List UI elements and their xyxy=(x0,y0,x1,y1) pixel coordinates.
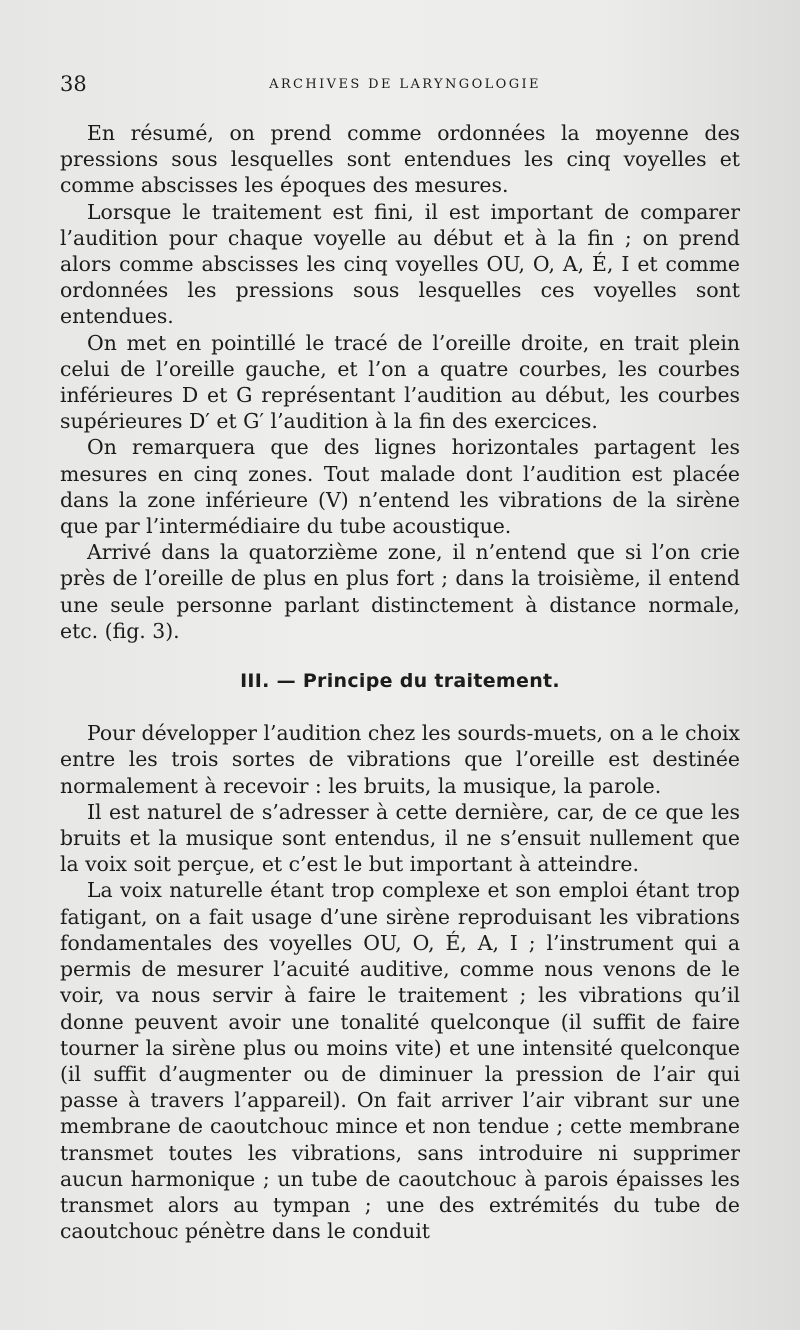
page-number: 38 xyxy=(60,72,87,96)
paragraph: La voix naturelle étant trop complexe et son emploi étant trop fatigant, on a fait usage d’une sirène reproduisant les vibrations fondamentales des voyelles OU, O, É, A, I ; l’instrument qui a permis de mesurer l’acuité auditive, comme nous venons de le voir, va nous servir à faire le traitement ; les vibrations qu’il donne peuvent avoir une tonalité quelconque (il suffit de faire tourner la sirène plus ou moins vite) et une intensité quelconque (il suffit d’augmenter ou de diminuer la pression de l’air qui passe à travers l’appareil). On fait arriver l’air vibrant sur une membrane de caoutchouc mince et non tendue ; cette membrane transmet toutes les vibrations, sans introduire ni supprimer aucun harmonique ; un tube de caoutchouc à parois épaisses les transmet alors au tympan ; une des extrémités du tube de caoutchouc pénètre dans le conduit xyxy=(60,878,740,1244)
paragraph: Arrivé dans la quatorzième zone, il n’entend que si l’on crie près de l’oreille de plus en plus fort ; dans la troisième, il entend une seule personne parlant distinctement à distance normale, etc. (fig. 3). xyxy=(60,540,740,643)
paragraph: Lorsque le traitement est fini, il est important de comparer l’audition pour chaque voyelle au début et à la fin ; on prend alors comme abscisses les cinq voyelles OU, O, A, É, I et comme ordonnées les pressions sous lesquelles ces voyelles sont entendues. xyxy=(60,199,740,329)
running-title: ARCHIVES DE LARYNGOLOGIE xyxy=(269,77,541,92)
paragraph: On remarquera que des lignes horizontales partagent les mesures en cinq zones. Tout malade dont l’audition est placée dans la zone inférieure (V) n’entend les vibrations de la sirène que par l’intermédiaire du tube acoustique. xyxy=(60,435,740,539)
paragraph: On met en pointillé le tracé de l’oreille droite, en trait plein celui de l’oreille gauche, et l’on a quatre courbes, les courbes inférieures D et G représentant l’audition au début, les courbes supérieures D′ et G′ l’audition à la fin des exercices. xyxy=(60,330,740,434)
page-header xyxy=(60,72,750,102)
page-body xyxy=(60,116,740,1244)
section-heading: III. — Principe du traitement. xyxy=(240,670,560,693)
paragraph: Il est naturel de s’adresser à cette dernière, car, de ce que les bruits et la musique sont entendus, il ne s’ensuit nullement que la voix soit perçue, et c’est le but important à atteindre. xyxy=(60,799,740,877)
paragraph: Pour développer l’audition chez les sourds-muets, on a le choix entre les trois sortes de vibrations que l’oreille est destinée normalement à recevoir : les bruits, la musique, la parole. xyxy=(60,721,740,798)
paragraph: En résumé, on prend comme ordonnées la moyenne des pressions sous lesquelles sont entendues les cinq voyelles et comme abscisses les époques des mesures. xyxy=(60,121,740,198)
